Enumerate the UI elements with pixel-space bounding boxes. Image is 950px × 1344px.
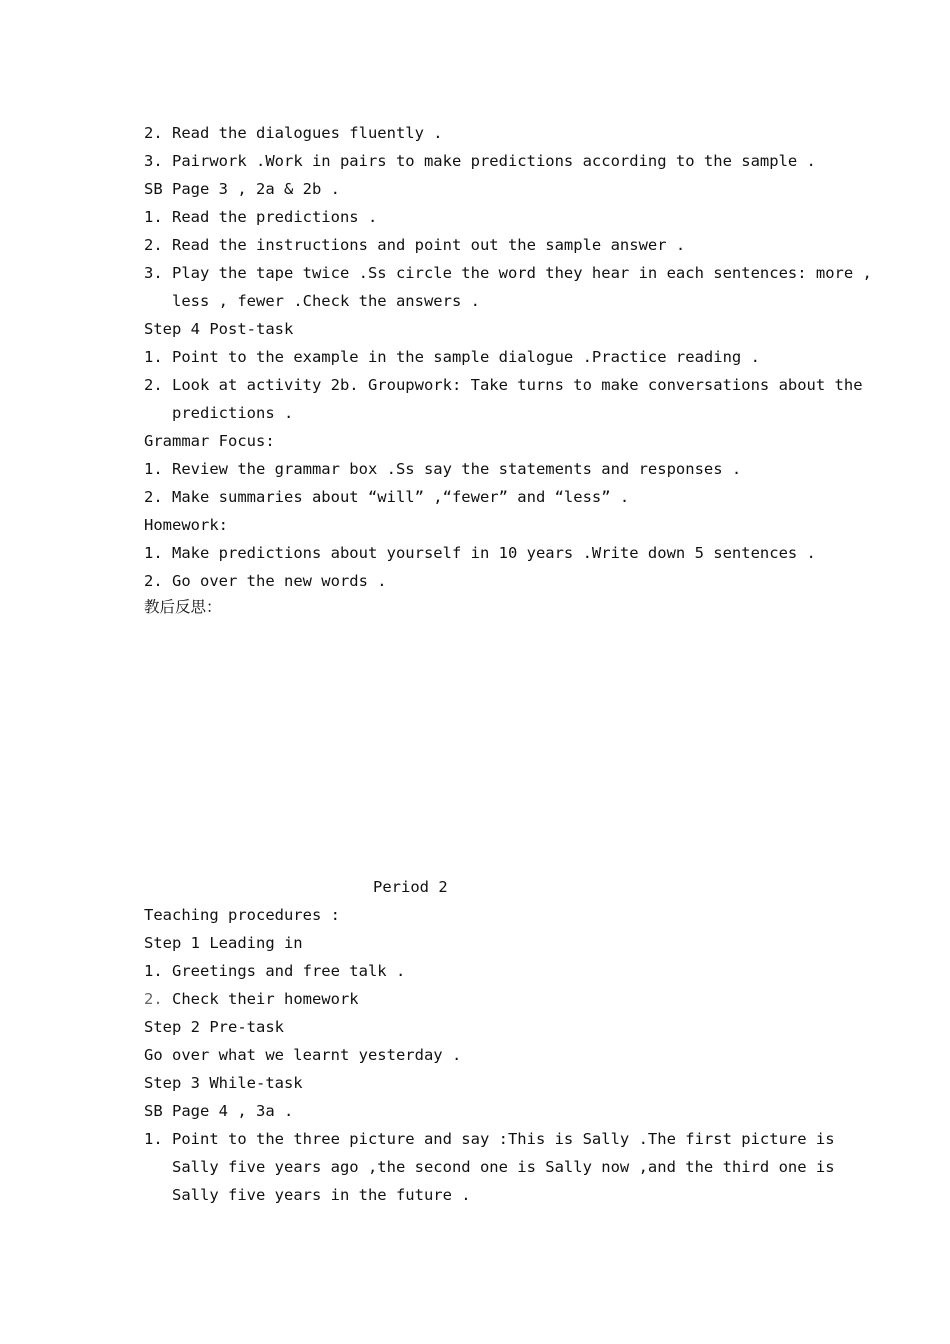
list-item: 3. Play the tape twice .Ss circle the word they hear in each sentences: more , (144, 264, 872, 282)
list-item: 2. Look at activity 2b. Groupwork: Take turns to make conversations about the (144, 376, 863, 394)
list-item: 1. Make predictions about yourself in 10 years .Write down 5 sentences . (144, 544, 816, 562)
line-text: Play the tape twice .Ss circle the word they hear in each sentences: more , (172, 264, 872, 282)
section-label: SB Page 3 , 2a & 2b . (144, 180, 340, 198)
line-text: Go over the new words . (172, 572, 387, 590)
list-item-continuation: Sally five years in the future . (172, 1186, 471, 1204)
list-item: 2. Read the dialogues fluently . (144, 124, 443, 142)
list-item-continuation: Sally five years ago ,the second one is Sally now ,and the third one is (172, 1158, 835, 1176)
step-heading: Step 2 Pre-task (144, 1018, 284, 1036)
list-item: 1. Point to the three picture and say :This is Sally .The first picture is (144, 1130, 835, 1148)
line-text: Look at activity 2b. Groupwork: Take turns to make conversations about the (172, 376, 863, 394)
list-item: 1. Read the predictions . (144, 208, 378, 226)
line-text: Check their homework (172, 990, 359, 1008)
section-label: Grammar Focus: (144, 432, 275, 450)
list-item-continuation: less , fewer .Check the answers . (172, 292, 480, 310)
list-item: 2. Make summaries about “will” ,“fewer” and “less” . (144, 488, 630, 506)
paragraph: Go over what we learnt yesterday . (144, 1046, 462, 1064)
line-text: Read the instructions and point out the sample answer . (172, 236, 686, 254)
line-text: Point to the three picture and say :This is Sally .The first picture is (172, 1130, 835, 1148)
line-text: Review the grammar box .Ss say the statements and responses . (172, 460, 742, 478)
line-text: Greetings and free talk . (172, 962, 406, 980)
list-item: 2. Read the instructions and point out the sample answer . (144, 236, 686, 254)
list-item: 1. Review the grammar box .Ss say the statements and responses . (144, 460, 742, 478)
list-item-continuation: predictions . (172, 404, 294, 422)
step-heading: Step 3 While-task (144, 1074, 303, 1092)
line-text: Point to the example in the sample dialogue .Practice reading . (172, 348, 760, 366)
list-item: 2. Check their homework (144, 990, 359, 1008)
line-text: Make summaries about “will” ,“fewer” and “less” . (172, 488, 630, 506)
line-text: Read the dialogues fluently . (172, 124, 443, 142)
period-title: Period 2 (373, 878, 448, 896)
line-text: Read the predictions . (172, 208, 378, 226)
list-item: 2. Go over the new words . (144, 572, 387, 590)
section-label: Teaching procedures : (144, 906, 340, 924)
list-item: 1. Point to the example in the sample dialogue .Practice reading . (144, 348, 760, 366)
section-label: SB Page 4 , 3a . (144, 1102, 294, 1120)
list-item: 3. Pairwork .Work in pairs to make predictions according to the sample . (144, 152, 816, 170)
line-text: Make predictions about yourself in 10 years .Write down 5 sentences . (172, 544, 816, 562)
reflection-heading: 教后反思： (144, 598, 222, 616)
step-heading: Step 1 Leading in (144, 934, 303, 952)
step-heading: Step 4 Post-task (144, 320, 294, 338)
section-label: Homework: (144, 516, 228, 534)
list-item: 1. Greetings and free talk . (144, 962, 406, 980)
line-text: Pairwork .Work in pairs to make predictions according to the sample . (172, 152, 816, 170)
